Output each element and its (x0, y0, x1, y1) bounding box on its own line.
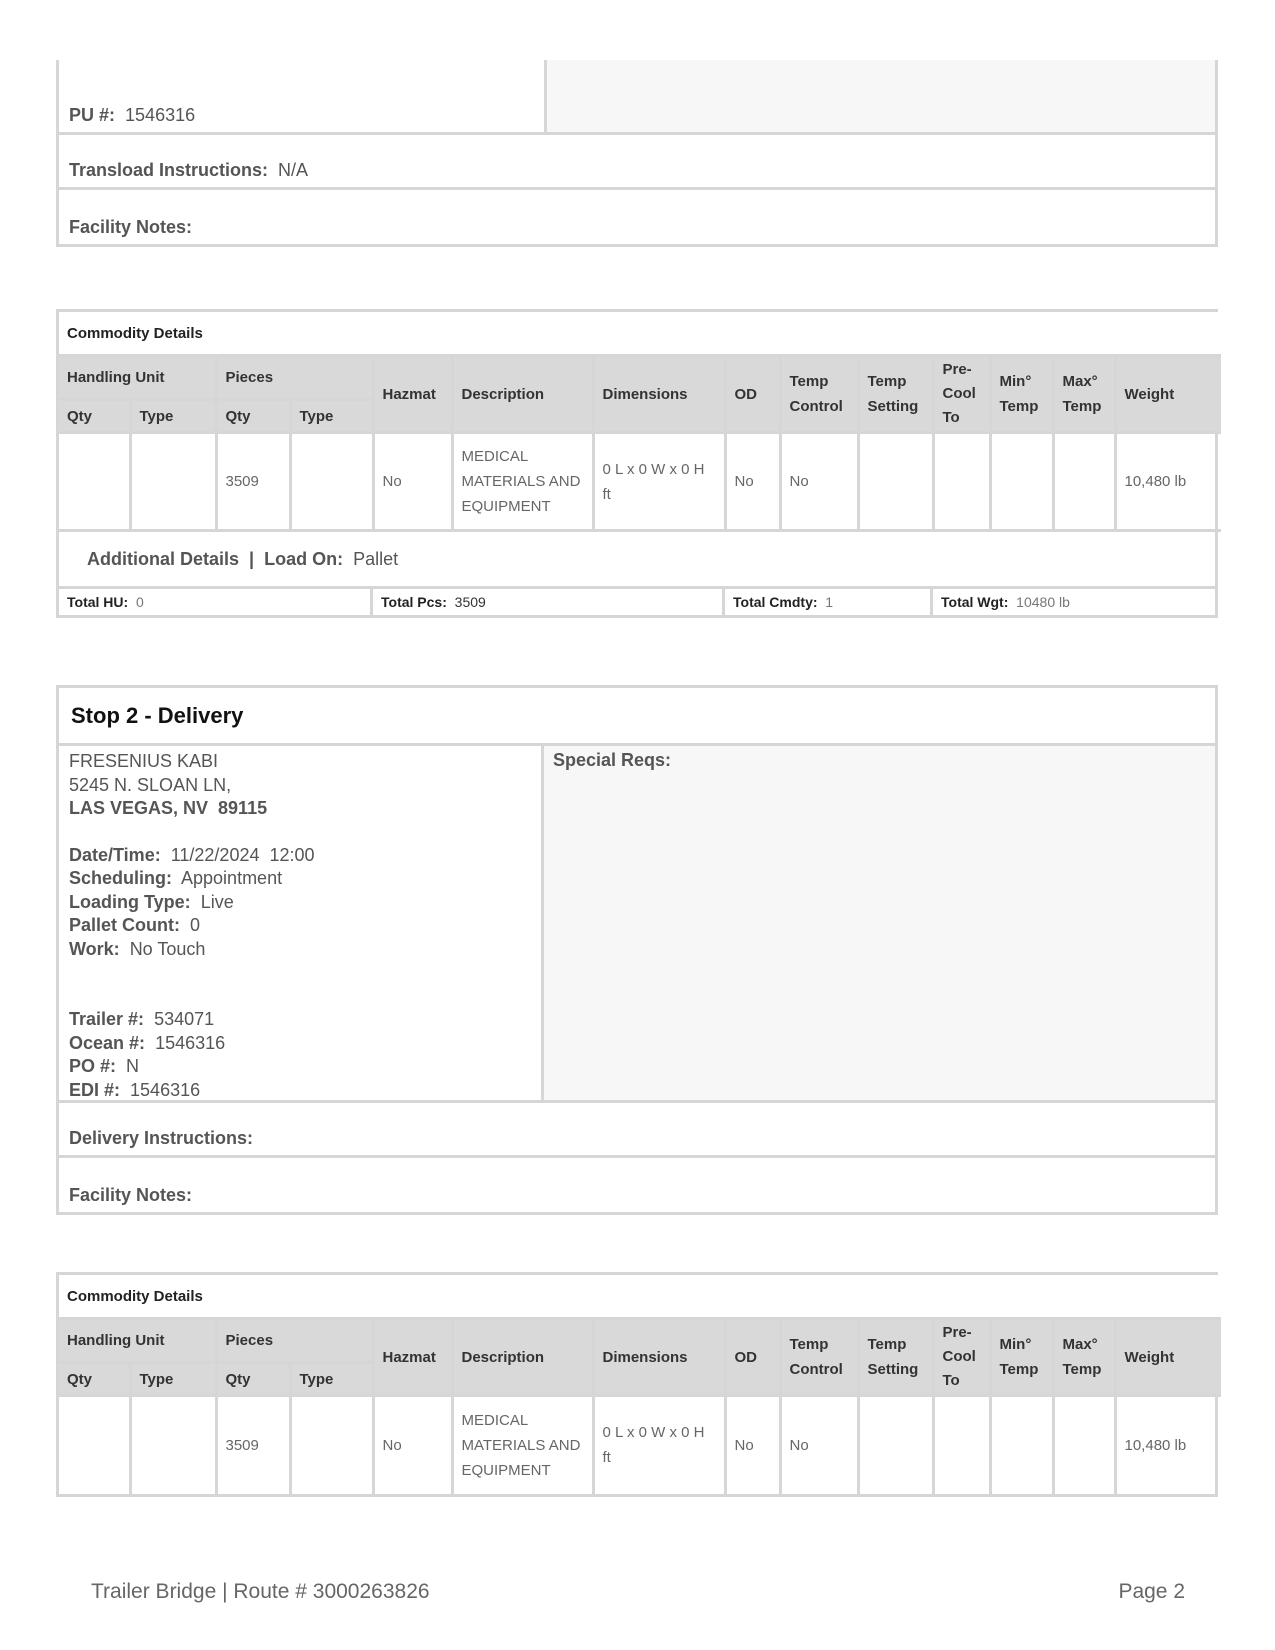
header-description: Description (452, 356, 593, 433)
header-od: OD (725, 356, 780, 433)
total-pcs-label: Total Pcs: (381, 594, 447, 610)
total-cmdty-value: 1 (825, 594, 834, 610)
total-hu (59, 589, 373, 615)
commodity-table-2 (59, 1275, 1221, 1494)
cell-od: No (725, 433, 780, 531)
cell-temp-control: No (780, 1396, 858, 1494)
cell-hazmat: No (373, 1396, 452, 1494)
po-label: PO #: (69, 1056, 117, 1076)
stop2-title: Stop 2 - Delivery (71, 703, 244, 728)
header-min-temp: Min° Temp (990, 356, 1053, 433)
pu-side-panel (547, 60, 1215, 132)
cell-description: MEDICAL MATERIALS AND EQUIPMENT (452, 433, 593, 531)
header-handling-unit: Handling Unit (59, 1319, 216, 1363)
header-max-temp: Max° Temp (1053, 1319, 1115, 1396)
cell-weight: 10,480 lb (1115, 1396, 1221, 1494)
work-label: Work: (69, 938, 120, 959)
header-od: OD (725, 1319, 780, 1396)
commodity-title: Commodity Details (59, 312, 1221, 356)
cell-weight: 10,480 lb (1115, 433, 1221, 531)
pu-label: PU #: (69, 105, 116, 125)
header-description: Description (452, 1319, 593, 1396)
pu-value: 1546316 (125, 105, 196, 125)
header-dimensions: Dimensions (593, 356, 725, 433)
header-dimensions: Dimensions (593, 1319, 725, 1396)
trailer-value: 534071 (154, 1009, 215, 1029)
ocean-label: Ocean #: (69, 1032, 146, 1053)
work-value: No Touch (129, 938, 206, 959)
cell-hu-type (130, 1396, 216, 1494)
header-temp-setting: Temp Setting (858, 356, 933, 433)
scheduling-label: Scheduling: (69, 868, 172, 888)
stop2-facility-notes-row (59, 1158, 1215, 1212)
header-pre-cool: Pre-Cool To (933, 356, 990, 433)
cell-max-temp (1053, 433, 1115, 531)
header-hazmat: Hazmat (373, 1319, 452, 1396)
commodity-title: Commodity Details (59, 1275, 1221, 1319)
scheduling-value: Appointment (181, 868, 283, 888)
total-pcs (373, 589, 725, 615)
header-temp-control: Temp Control (780, 1319, 858, 1396)
commodity-row (59, 1396, 1221, 1494)
commodity-row (59, 433, 1221, 531)
additional-details-row: Additional Details | Load On: Pallet (87, 549, 399, 569)
additional-details-label: Additional Details (87, 549, 240, 569)
footer-route: Trailer Bridge | Route # 3000263826 (91, 1580, 430, 1603)
cell-temp-setting (858, 1396, 933, 1494)
header-pcs-qty: Qty (216, 400, 290, 433)
special-reqs-cell (544, 746, 1215, 1100)
cell-temp-setting (858, 433, 933, 531)
delivery-instructions-row (59, 1103, 1215, 1158)
cell-pcs-qty: 3509 (216, 1396, 290, 1494)
stop2-header (59, 688, 1215, 746)
commodity-table-1 (59, 312, 1221, 532)
header-weight: Weight (1115, 356, 1221, 433)
pallet-count-value: 0 (190, 915, 201, 935)
header-pcs-qty: Qty (216, 1363, 290, 1396)
commodity-details-2 (56, 1272, 1218, 1497)
cell-od: No (725, 1396, 780, 1494)
header-hu-qty: Qty (59, 400, 130, 433)
header-temp-control: Temp Control (780, 356, 858, 433)
edi-value: 1546316 (130, 1079, 201, 1100)
totals-row (59, 586, 1215, 615)
facility-notes-label: Facility Notes: (69, 217, 193, 237)
header-pre-cool: Pre-Cool To (933, 1319, 990, 1396)
total-hu-label: Total HU: (67, 594, 129, 610)
stop1-tail-block (56, 60, 1218, 247)
pallet-count-label: Pallet Count: (69, 915, 180, 935)
cell-pcs-type (290, 1396, 373, 1494)
cell-pre-cool (933, 433, 990, 531)
loading-type-value: Live (200, 891, 234, 912)
total-cmdty (725, 589, 933, 615)
stop2-address-cell (59, 746, 544, 1100)
total-hu-value: 0 (135, 594, 144, 610)
header-pieces: Pieces (216, 1319, 373, 1363)
header-hu-type: Type (130, 1363, 216, 1396)
stop2-details-row (59, 746, 1215, 1103)
header-temp-setting: Temp Setting (858, 1319, 933, 1396)
company-name: FRESENIUS KABI (69, 751, 219, 771)
datetime-value: 11/22/2024 12:00 (170, 844, 315, 865)
cell-pre-cool (933, 1396, 990, 1494)
header-pcs-type: Type (290, 400, 373, 433)
cell-temp-control: No (780, 433, 858, 531)
address-line1: 5245 N. SLOAN LN, (69, 774, 232, 795)
transload-row (59, 135, 1215, 190)
datetime-label: Date/Time: (69, 844, 161, 865)
transload-label: Transload Instructions: (69, 160, 269, 180)
edi-label: EDI #: (69, 1079, 121, 1100)
cell-hu-qty (59, 433, 130, 531)
trailer-label: Trailer #: (69, 1009, 145, 1029)
load-on-value: Pallet (353, 549, 399, 569)
commodity-details-1 (56, 309, 1218, 618)
header-weight: Weight (1115, 1319, 1221, 1396)
header-hu-qty: Qty (59, 1363, 130, 1396)
cell-pcs-type (290, 433, 373, 531)
cell-hu-type (130, 433, 216, 531)
cell-pcs-qty: 3509 (216, 433, 290, 531)
cell-min-temp (990, 433, 1053, 531)
total-wgt-label: Total Wgt: (941, 594, 1009, 610)
pu-cell (59, 60, 547, 132)
stop2-facility-notes-label: Facility Notes: (69, 1185, 193, 1205)
cell-max-temp (1053, 1396, 1115, 1494)
cell-description: MEDICAL MATERIALS AND EQUIPMENT (452, 1396, 593, 1494)
header-hazmat: Hazmat (373, 356, 452, 433)
header-min-temp: Min° Temp (990, 1319, 1053, 1396)
cell-hu-qty (59, 1396, 130, 1494)
cell-min-temp (990, 1396, 1053, 1494)
po-value: N (126, 1056, 140, 1076)
loading-type-label: Loading Type: (69, 891, 191, 912)
city-state-zip: LAS VEGAS, NV 89115 (69, 798, 268, 818)
total-pcs-value: 3509 (454, 594, 486, 610)
special-reqs-label: Special Reqs: (553, 750, 672, 770)
cell-dimensions: 0 L x 0 W x 0 H ft (593, 433, 725, 531)
total-wgt (933, 589, 1215, 615)
facility-notes-row (59, 190, 1215, 244)
cell-hazmat: No (373, 433, 452, 531)
header-pieces: Pieces (216, 356, 373, 400)
footer-page-number: Page 2 (1118, 1580, 1185, 1603)
delivery-instructions-label: Delivery Instructions: (69, 1128, 254, 1148)
ocean-value: 1546316 (155, 1032, 226, 1053)
transload-value: N/A (278, 160, 309, 180)
header-pcs-type: Type (290, 1363, 373, 1396)
pu-row (59, 60, 1215, 135)
header-max-temp: Max° Temp (1053, 356, 1115, 433)
header-handling-unit: Handling Unit (59, 356, 216, 400)
total-cmdty-label: Total Cmdty: (733, 594, 818, 610)
cell-dimensions: 0 L x 0 W x 0 H ft (593, 1396, 725, 1494)
stop2-block (56, 685, 1218, 1215)
header-hu-type: Type (130, 400, 216, 433)
load-on-label: Load On: (264, 549, 344, 569)
total-wgt-value: 10480 lb (1016, 594, 1070, 610)
